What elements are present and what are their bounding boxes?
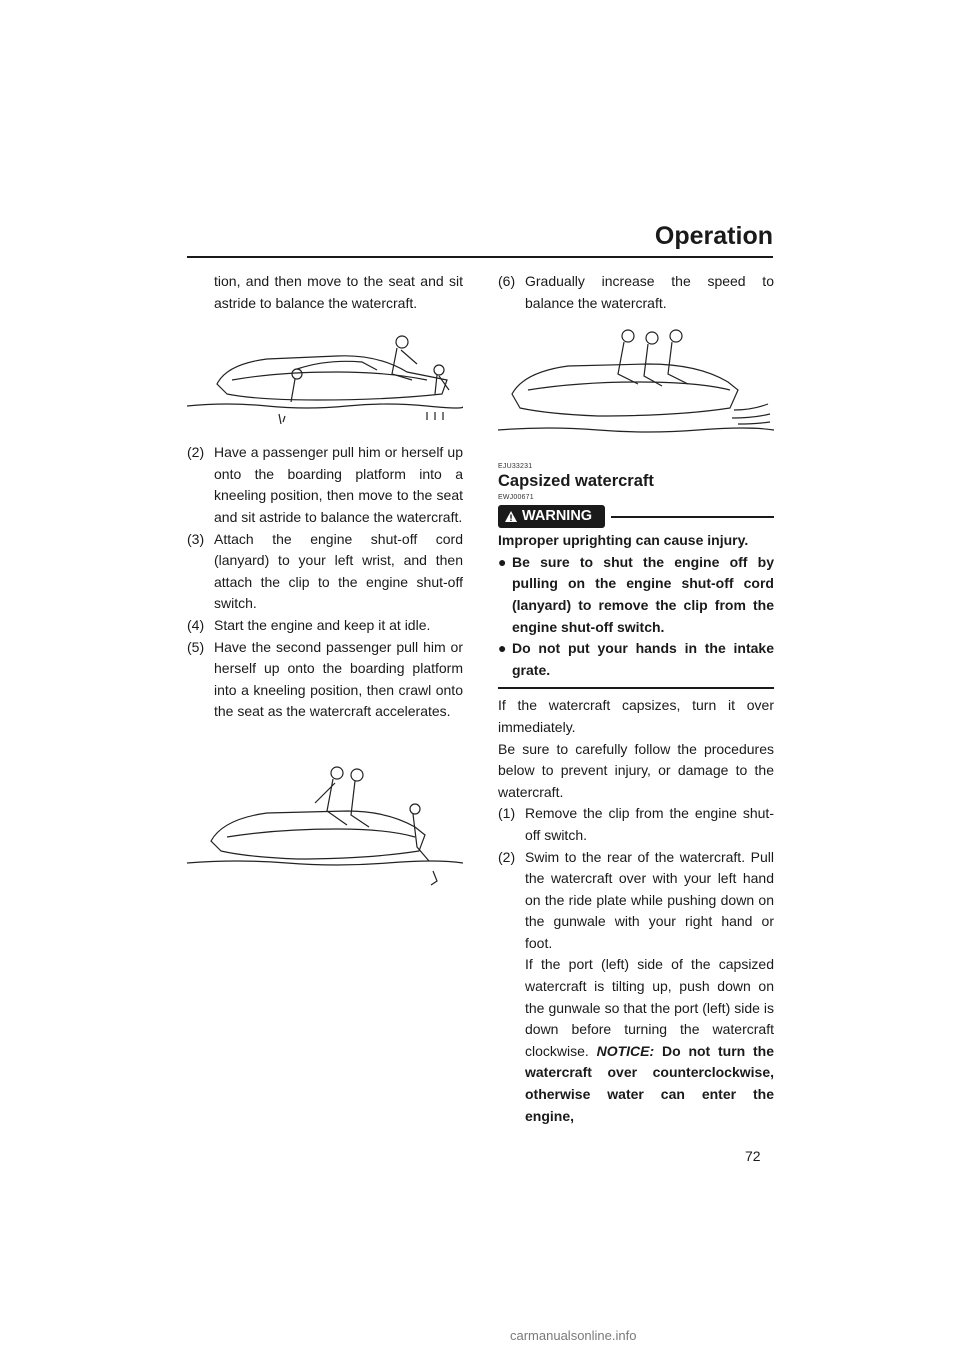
step-number: (2) — [498, 848, 516, 865]
boarding-illustration — [187, 314, 463, 434]
page-header — [187, 222, 773, 258]
warning-badge — [498, 505, 605, 528]
left-column — [187, 271, 463, 901]
step-number: (2) — [187, 444, 205, 461]
capsized-paragraph-1: If the watercraft capsizes, turn it over immediately. — [498, 697, 774, 735]
step-text: Have a passenger pull him or herself up onto the boarding platform into a kneeling position, then move to the seat and sit astride to balance the watercraft. — [214, 444, 463, 525]
page-number: 72 — [745, 1148, 761, 1164]
bullet-icon: ● — [498, 553, 507, 570]
step-text: Attach the engine shut-off cord (lanyard) to your left wrist, and then attach the clip to the engine shut-off switch. — [214, 530, 463, 612]
warning-lead: Improper uprighting can cause injury. — [498, 532, 749, 549]
bullet-icon: ● — [498, 640, 507, 657]
step-2-cont-text: If the port (left) side of the capsized watercraft is tilting up, push down on the gunwale so that the port (left) side is down before turning the watercraft clockwise. — [525, 956, 774, 1059]
step-number: (5) — [187, 638, 205, 655]
notice-text: Do not turn the watercraft over counterclockwise, otherwise water can enter the engine, — [525, 1042, 775, 1124]
notice-label: NOTICE: — [596, 1042, 655, 1059]
crawl-onto-seat-illustration — [187, 751, 463, 901]
intro-continuation: tion, and then move to the seat and sit astride to balance the watercraft. — [214, 273, 463, 311]
section-title: Capsized watercraft — [498, 472, 654, 491]
page-title: Operation — [654, 222, 773, 250]
step-2-continuation — [498, 954, 774, 1127]
section-code: EJU33231 — [498, 463, 533, 471]
step-number: (4) — [187, 616, 205, 633]
left-step-3 — [187, 529, 463, 615]
right-column — [498, 271, 774, 1127]
step-text: Remove the clip from the engine shut-off switch. — [525, 805, 774, 843]
warning-bullet — [498, 552, 774, 638]
watermark: carmanualsonline.info — [510, 1328, 637, 1343]
left-step-2 — [187, 442, 463, 528]
warning-label: WARNING — [522, 507, 593, 524]
right-step-2 — [498, 847, 774, 955]
warning-code: EWJ00671 — [498, 494, 534, 502]
step-number: (1) — [498, 805, 516, 822]
left-step-5 — [187, 637, 463, 723]
capsized-paragraph-2: Be sure to carefully follow the procedures below to prevent injury, or damage to the watercraft. — [498, 740, 774, 800]
bullet-text: Be sure to shut the engine off by pulling on the engine shut-off cord (lanyard) to remove the clip from the engine shut-off switch. — [512, 553, 774, 635]
bullet-text: Do not put your hands in the intake grate. — [512, 640, 774, 678]
warning-triangle-icon — [504, 510, 518, 523]
warning-rule — [611, 516, 774, 518]
warning-body — [498, 530, 774, 689]
step-number: (6) — [498, 273, 516, 289]
warning-bullet — [498, 638, 774, 681]
step-text: Start the engine and keep it at idle. — [214, 616, 431, 633]
balance-illustration — [498, 314, 774, 450]
left-step-4 — [187, 615, 463, 637]
step-text: Swim to the rear of the watercraft. Pull the watercraft over with your left hand on the ride plate while pushing down on the gunwale with your right hand or foot. — [525, 848, 774, 951]
right-step-1 — [498, 803, 774, 846]
step-text: Have the second passenger pull him or herself up onto the boarding platform into a kneeling position, then crawl onto the seat as the watercraft accelerates. — [214, 638, 463, 720]
step-number: (3) — [187, 530, 205, 547]
step-text: Gradually increase the speed to balance the watercraft. — [525, 273, 774, 311]
right-step-6 — [498, 271, 774, 314]
warning-header — [498, 504, 774, 530]
